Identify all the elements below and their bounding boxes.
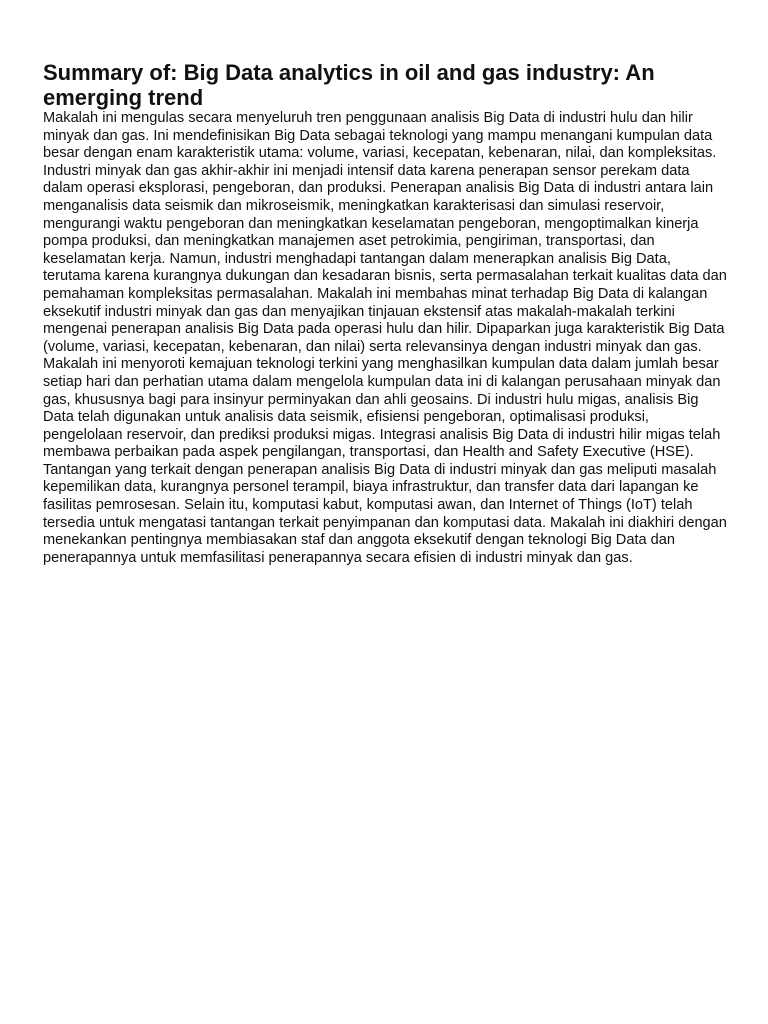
document-title: Summary of: Big Data analytics in oil and gas industry: An emerging trend xyxy=(43,60,655,110)
summary-paragraph: Makalah ini mengulas secara menyeluruh tren penggunaan analisis Big Data di industri hulu dan hilir minyak dan gas. Ini mendefinisikan Big Data sebagai teknologi yang mampu menangani kumpulan data besar dengan enam karakteristik utama: volume, variasi, kecepatan, kebenaran, nilai, dan kompleksitas. Industri minyak dan gas akhir-akhir ini menjadi intensif data karena penerapan sensor perekam data dalam operasi eksplorasi, pengeboran, dan produksi. Penerapan analisis Big Data di industri antara lain menganalisis data seismik dan mikroseismik, meningkatkan karakterisasi dan simulasi reservoir, mengurangi waktu pengeboran dan meningkatkan keselamatan pengeboran, mengoptimalkan kinerja pompa produksi, dan meningkatkan manajemen aset petrokimia, pengiriman, transportasi, dan keselamatan kerja. Namun, industri menghadapi tantangan dalam menerapkan analisis Big Data, terutama karena kurangnya dukungan dan kesadaran bisnis, serta permasalahan terkait kualitas data dan pemahaman kompleksitas permasalahan. Makalah ini membahas minat terhadap Big Data di kalangan eksekutif industri minyak dan gas dan menyajikan tinjauan ekstensif atas makalah-makalah terkini mengenai penerapan analisis Big Data pada operasi hulu dan hilir. Dipaparkan juga karakteristik Big Data (volume, variasi, kecepatan, kebenaran, dan nilai) serta relevansinya dengan industri minyak dan gas. Makalah ini menyoroti kemajuan teknologi terkini yang menghasilkan kumpulan data dalam jumlah besar setiap hari dan perhatian utama dalam mengelola kumpulan data ini di kalangan perusahaan minyak dan gas, khususnya bagi para insinyur perminyakan dan ahli geosains. Di industri hulu migas, analisis Big Data telah digunakan untuk analisis data seismik, efisiensi pengeboran, optimalisasi produksi, pengelolaan reservoir, dan prediksi produksi migas. Integrasi analisis Big Data di industri hilir migas telah membawa perbaikan pada aspek pengilangan, transportasi, dan Health and Safety Executive (HSE). Tantangan yang terkait dengan penerapan analisis Big Data di industri minyak dan gas meliputi masalah kepemilikan data, kurangnya personel terampil, biaya infrastruktur, dan transfer data dari lapangan ke fasilitas pemrosesan. Selain itu, komputasi kabut, komputasi awan, dan Internet of Things (IoT) telah tersedia untuk mengatasi tantangan terkait penyimpanan dan komputasi data. Makalah ini diakhiri dengan menekankan pentingnya membiasakan staf dan anggota eksekutif dengan teknologi Big Data dan penerapannya untuk memfasilitasi penerapannya secara efisien di industri minyak dan gas. xyxy=(43,110,727,566)
document-content xyxy=(43,60,729,567)
